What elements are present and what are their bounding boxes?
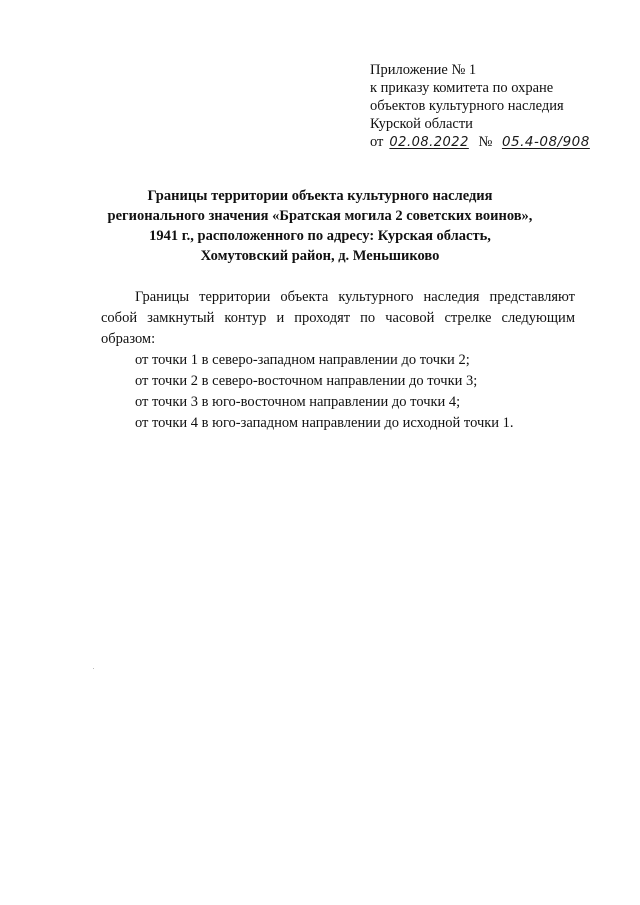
appendix-line-order: к приказу комитета по охране — [370, 80, 554, 96]
title-line-1: Границы территории объекта культурного наследия — [147, 188, 493, 204]
boundary-segment-item: от точки 4 в юго-западном направлении до исходной точки 1. — [135, 415, 514, 431]
title-line-3: 1941 г., расположенного по адресу: Курская область, — [149, 228, 491, 244]
appendix-header — [370, 61, 590, 152]
boundary-segment-item: от точки 2 в северо-восточном направлении до точки 3; — [135, 373, 478, 389]
order-date-prefix: от — [370, 134, 384, 150]
order-number-handwritten: 05.4-08/908 — [501, 134, 590, 150]
appendix-line-objects: объектов культурного наследия — [370, 98, 564, 114]
document-body — [101, 287, 575, 434]
boundary-description-paragraph: Границы территории объекта культурного наследия представляют собой замкнутый контур и проходят по часовой стрелке следующим образом: — [101, 289, 575, 347]
appendix-title: Приложение № 1 — [370, 62, 477, 78]
appendix-line-region: Курской области — [370, 116, 473, 132]
boundary-segment-item: от точки 3 в юго-восточном направлении до точки 4; — [135, 394, 461, 410]
title-line-2: регионального значения «Братская могила 2 советских воинов», — [107, 208, 533, 224]
order-reference — [370, 133, 590, 152]
order-date-handwritten: 02.08.2022 — [389, 135, 469, 150]
document-title — [60, 186, 580, 266]
title-line-4: Хомутовский район, д. Меньшиково — [200, 248, 440, 264]
order-number-label: № — [478, 134, 493, 150]
boundary-segment-item: от точки 1 в северо-западном направлении до точки 2; — [135, 352, 470, 368]
scan-speck — [93, 668, 94, 669]
